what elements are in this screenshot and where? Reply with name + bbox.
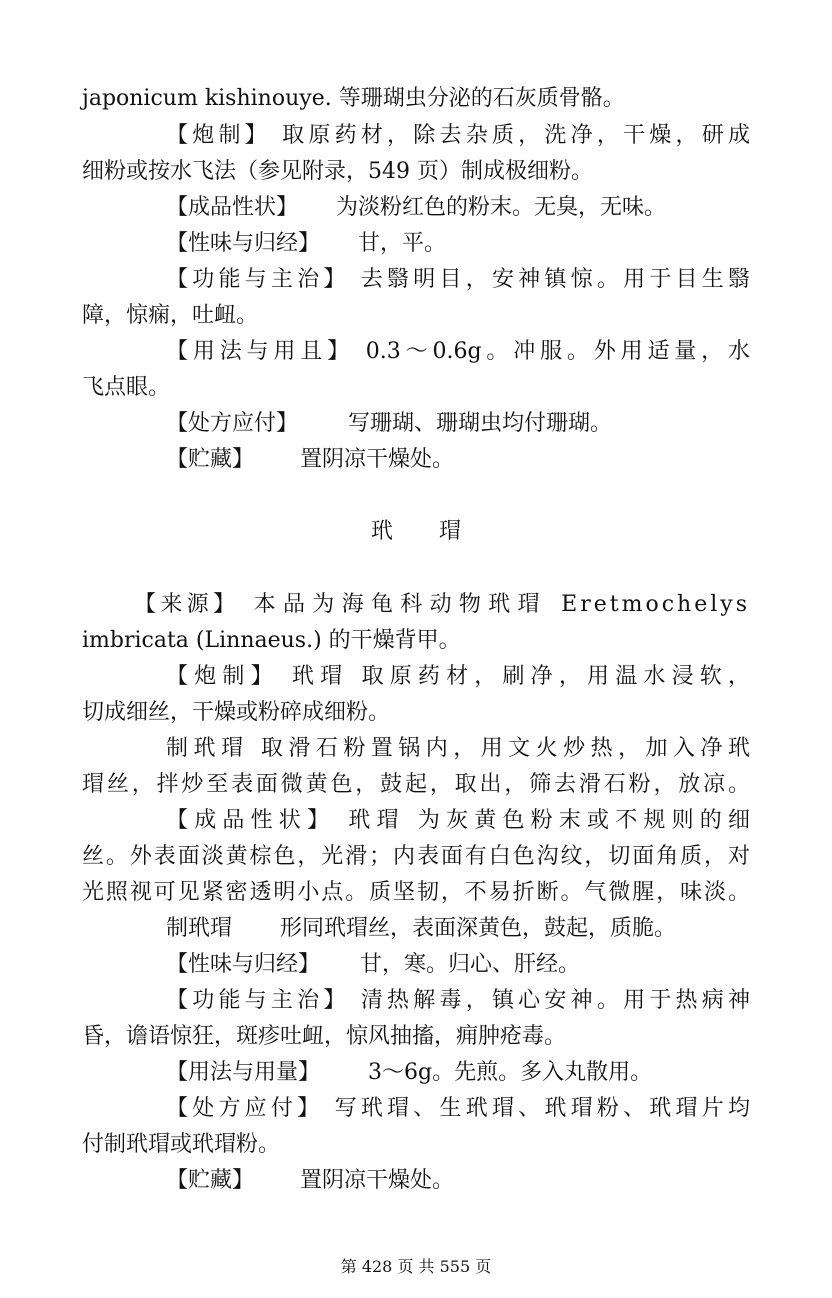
text-line: 昏，谵语惊狂，斑疹吐衄，惊风抽搐，痈肿疮毒。 [82,1024,567,1049]
section-tag: 【贮藏】 [166,1168,255,1193]
text-line: 飞点眼。 [82,375,171,400]
sub-item-name: 制玳瑁 [166,736,249,761]
section-tag: 【成品性状】 [166,195,299,220]
section-text: 清热解毒，镇心安神。用于热病神 [360,988,750,1013]
paozhi-paragraph [166,121,750,151]
section-text: 取原药材，刷净，用温水浸软， [361,664,750,689]
page-number-footer: 第 428 页 共 555 页 [340,1257,492,1276]
section-text: 取滑石粉置锅内，用文火炒热，加入净玳 [260,736,750,761]
section-tag: 【贮藏】 [166,447,255,472]
section-tag: 【用法与用且】 [166,339,354,364]
section-tag: 【成品性状】 [166,808,336,833]
section-text: 置阴凉干燥处。 [300,447,455,472]
section-text: 0.3～0.6g。冲服。外用适量，水 [365,339,750,364]
section-tag: 【炮制】 [166,123,271,148]
section-text: 甘，寒。归心、肝经。 [360,952,581,977]
zhi-paragraph [166,734,750,764]
section-text: 本品为海龟科动物玳瑁 Eretmochelys [253,592,750,617]
entry-title-char: 瑁 [439,519,462,544]
zhucang-paragraph [166,1166,750,1196]
text-line: 付制玳瑁或玳瑁粉。 [82,1132,281,1157]
section-text: 为灰黄色粉末或不规则的细 [417,808,750,833]
xingwei-paragraph [166,229,750,259]
yongfa-paragraph [166,337,750,367]
entry-title [0,517,832,547]
text-line: 切成细丝，干燥或粉碎成细粉。 [82,700,391,725]
section-tag: 【功能与主治】 [166,988,350,1013]
text-line: 细粉或按水飞法（参见附录，549 页）制成极细粉。 [82,159,593,184]
xingzhuang-paragraph [166,806,750,836]
section-text: 写珊瑚、珊瑚虫均付珊瑚。 [348,411,613,436]
section-text: 置阴凉干燥处。 [300,1168,455,1193]
chufang-paragraph [166,409,750,439]
section-text: 取原药材，除去杂质，洗净，干燥，研成 [282,123,750,148]
xingwei-paragraph [166,950,750,980]
sub-item-name: 玳瑁 [348,808,405,833]
section-tag: 【处方应付】 [166,1096,324,1121]
section-tag: 【性味与归经】 [166,952,321,977]
section-tag: 【来源】 [134,592,240,617]
section-tag: 【炮制】 [166,664,279,689]
section-tag: 【处方应付】 [166,411,299,436]
section-text: 3～6g。先煎。多入丸散用。 [368,1060,653,1085]
sub-item-name: 玳瑁 [291,664,349,689]
zhucang-paragraph [166,445,750,475]
zhi2-paragraph [166,914,750,944]
gongneng-paragraph [166,265,750,295]
section-text: 形同玳瑁丝，表面深黄色，鼓起，质脆。 [280,916,677,941]
gongneng-paragraph [166,986,750,1016]
section-tag: 【功能与主治】 [166,267,350,292]
laiyuan-paragraph [134,590,750,620]
section-tag: 【用法与用量】 [166,1060,321,1085]
paozhi-paragraph [166,662,750,692]
sub-item-name: 制玳瑁 [166,916,233,941]
yongfa-paragraph [166,1058,750,1088]
text-line: 光照视可见紧密透明小点。质坚韧，不易折断。气微腥，味淡。 [82,880,750,905]
section-text: 甘，平。 [358,231,447,256]
text-line: 障，惊痫，吐衄。 [82,303,259,328]
chufang-paragraph [166,1094,750,1124]
text-line: 瑁丝，拌炒至表面微黄色，鼓起，取出，筛去滑石粉，放凉。 [82,772,750,797]
section-text: 写玳瑁、生玳瑁、玳瑁粉、玳瑁片均 [334,1096,750,1121]
xingzhuang-paragraph [166,193,750,223]
text-line: imbricata (Linnaeus.) 的干燥背甲。 [82,628,461,653]
text-line: japonicum kishinouye. 等珊瑚虫分泌的石灰质骨骼。 [82,86,625,111]
section-text: 为淡粉红色的粉末。无臭，无味。 [336,195,667,220]
entry-title-char: 玳 [370,519,393,544]
text-line: 丝。外表面淡黄棕色，光滑；内表面有白色沟纹，切面角质，对 [82,844,750,869]
section-tag: 【性味与归经】 [166,231,321,256]
section-text: 去翳明目，安神镇惊。用于目生翳 [360,267,750,292]
